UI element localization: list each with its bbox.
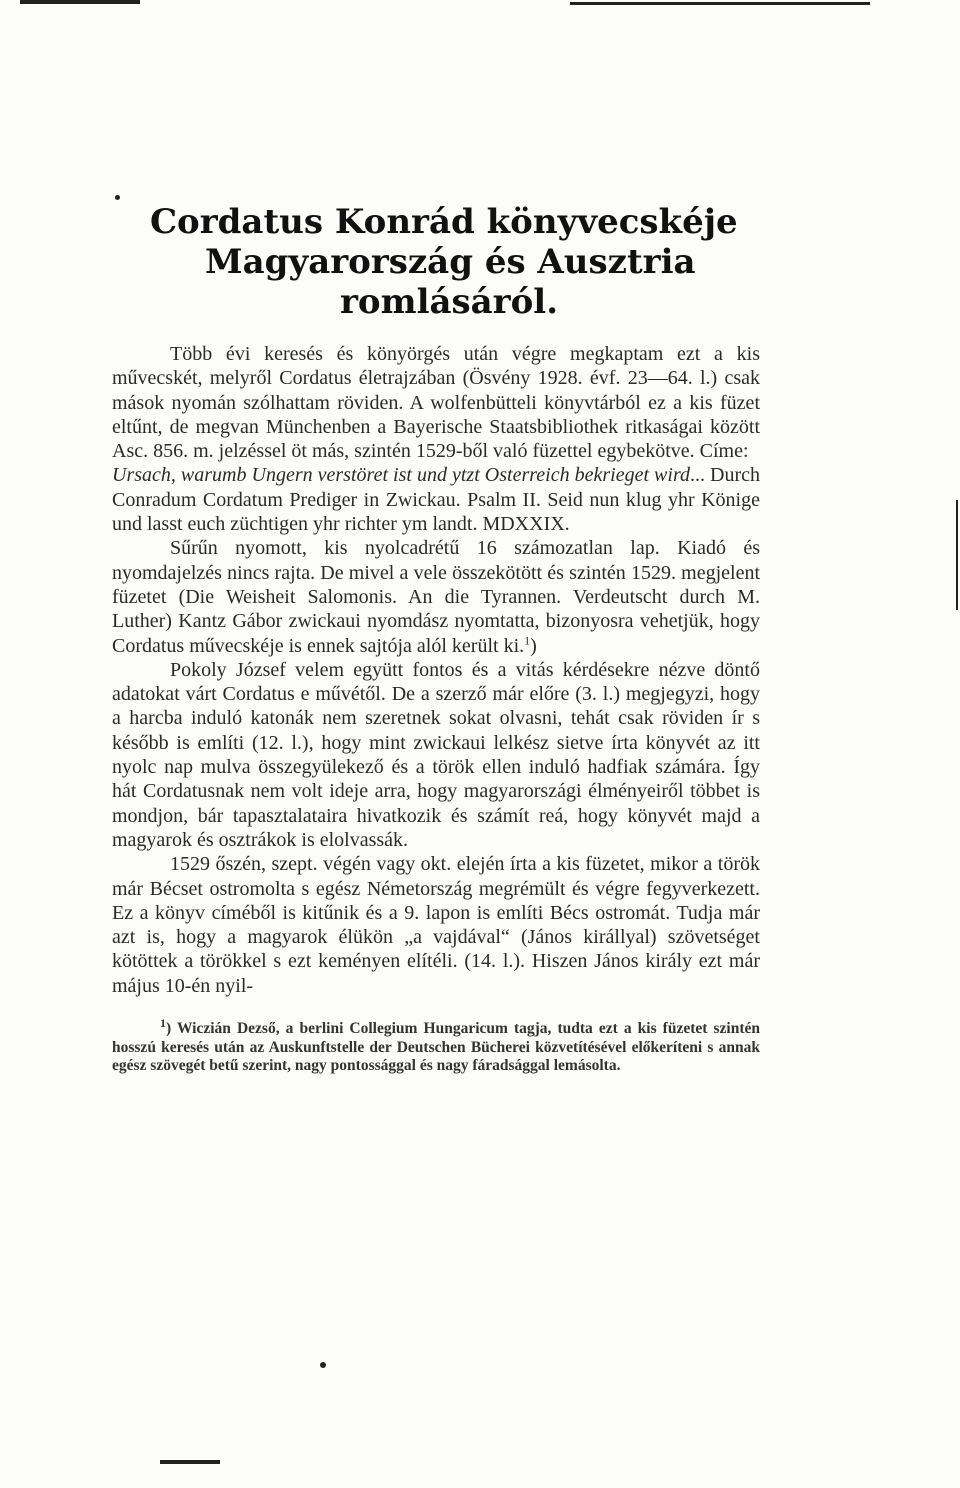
footnote-text: ) Wiczián Dezső, a berlini Collegium Hungaricum tagja, tudta ezt a kis füzetet szintén hosszú keresés után az Auskunftstelle der Deutschen Bücherei közvetítésével előkeríteni s annak egész szövegét betű szerint, nagy pontossággal és nagy fáradsággal lemásolta. — [112, 1020, 760, 1075]
dot-mark-1 — [115, 195, 120, 200]
article-title — [150, 202, 760, 322]
title-line-1: Cordatus Konrád könyvecskéje — [150, 202, 738, 242]
paragraph-1: Több évi keresés és könyörgés után végre megkaptam ezt a kis művecskét, melyről Cordatus életrajzában (Ösvény 1928. évf. 23—64. l.) csak mások nyomán szólhattam röviden. A wolfenbütteli könyvtárból ez a kis füzet eltűnt, de megvan Münchenben a Bayerische Staatsbibliothek ritkaságai között Asc. 856. m. jelzéssel öt más, szintén 1529-ből való füzettel egybekötve. Címe: — [112, 343, 760, 463]
footnote-ref-close: ) — [530, 634, 537, 657]
paragraph-4: Pokoly József velem együtt fontos és a vitás kérdésekre nézve döntő adatokat várt Cordatus e művétől. De a szerző már előre (3. l.) megjegyzi, hogy a harcba induló katonák nem szeretnek sokat olvasni, tehát csak röviden ír s később is említi (12. l.), hogy mint zwickaui lelkész sietve írta könyvét az itt nyolc nap mulva összegyülekező és a török ellen induló hadfiak számára. Így hát Cordatusnak nem volt ideje arra, hogy magyarországi élményeiről többet is mondjon, bár tapasztalataira hivatkozik és számít reá, hogy könyvét majd a magyarok és osztrákok is elolvassák. — [112, 658, 760, 851]
top-right-edge-mark — [570, 2, 870, 5]
footnote — [112, 1015, 760, 1076]
footnote-ref: 1 — [524, 632, 531, 647]
document-page — [112, 202, 760, 1076]
footnote-mark: 1 — [160, 1015, 166, 1030]
paragraph-2 — [112, 463, 760, 536]
paragraph-3 — [112, 536, 760, 657]
title-line-2: Magyarország és Ausztria — [205, 242, 696, 282]
article-body — [112, 342, 760, 998]
top-edge-mark — [20, 0, 140, 4]
title-line-3: romlásáról. — [340, 282, 559, 322]
bottom-edge-mark — [160, 1460, 220, 1464]
book-title-rest: ... Durch Conradum Cordatum Prediger in Zwickau. Psalm II. Seid nun klug yhr Könige und lasst euch züchtigen yhr richter ym landt. MDXXIX. — [112, 464, 760, 536]
paragraph-5: 1529 őszén, szept. végén vagy okt. elején írta a kis füzetet, mikor a török már Bécset ostromolta s egész Németország megrémült és végre fegyverkezett. Ez a könyv címéből is kitűnik és a 9. lapon is említi Bécs ostromát. Tudja már azt is, hogy a magyarok élükön „a vajdával“ (János királlyal) szövetséget kötöttek a törökkel s ezt keményen elítéli. (14. l.). Hiszen János király ezt már május 10-én nyil- — [112, 853, 760, 997]
paragraph-3-text: Sűrűn nyomott, kis nyolcadrétű 16 számozatlan lap. Kiadó és nyomdajelzés nincs rajta. De mivel a vele összekötött és szintén 1529. megjelent füzetet (Die Weisheit Salomonis. An die Tyrannen. Verdeutscht durch M. Luther) Kantz Gábor zwickaui nyomdász nyomtatta, bizonyosra vehetjük, hogy Cordatus művecskéje is ennek sajtója alól került ki. — [112, 537, 760, 657]
right-edge-mark — [956, 500, 958, 610]
book-title: Ursach, warumb Ungern verstöret ist und ytzt Osterreich bekrieget wird — [112, 464, 690, 487]
dot-mark-2 — [320, 1362, 326, 1368]
